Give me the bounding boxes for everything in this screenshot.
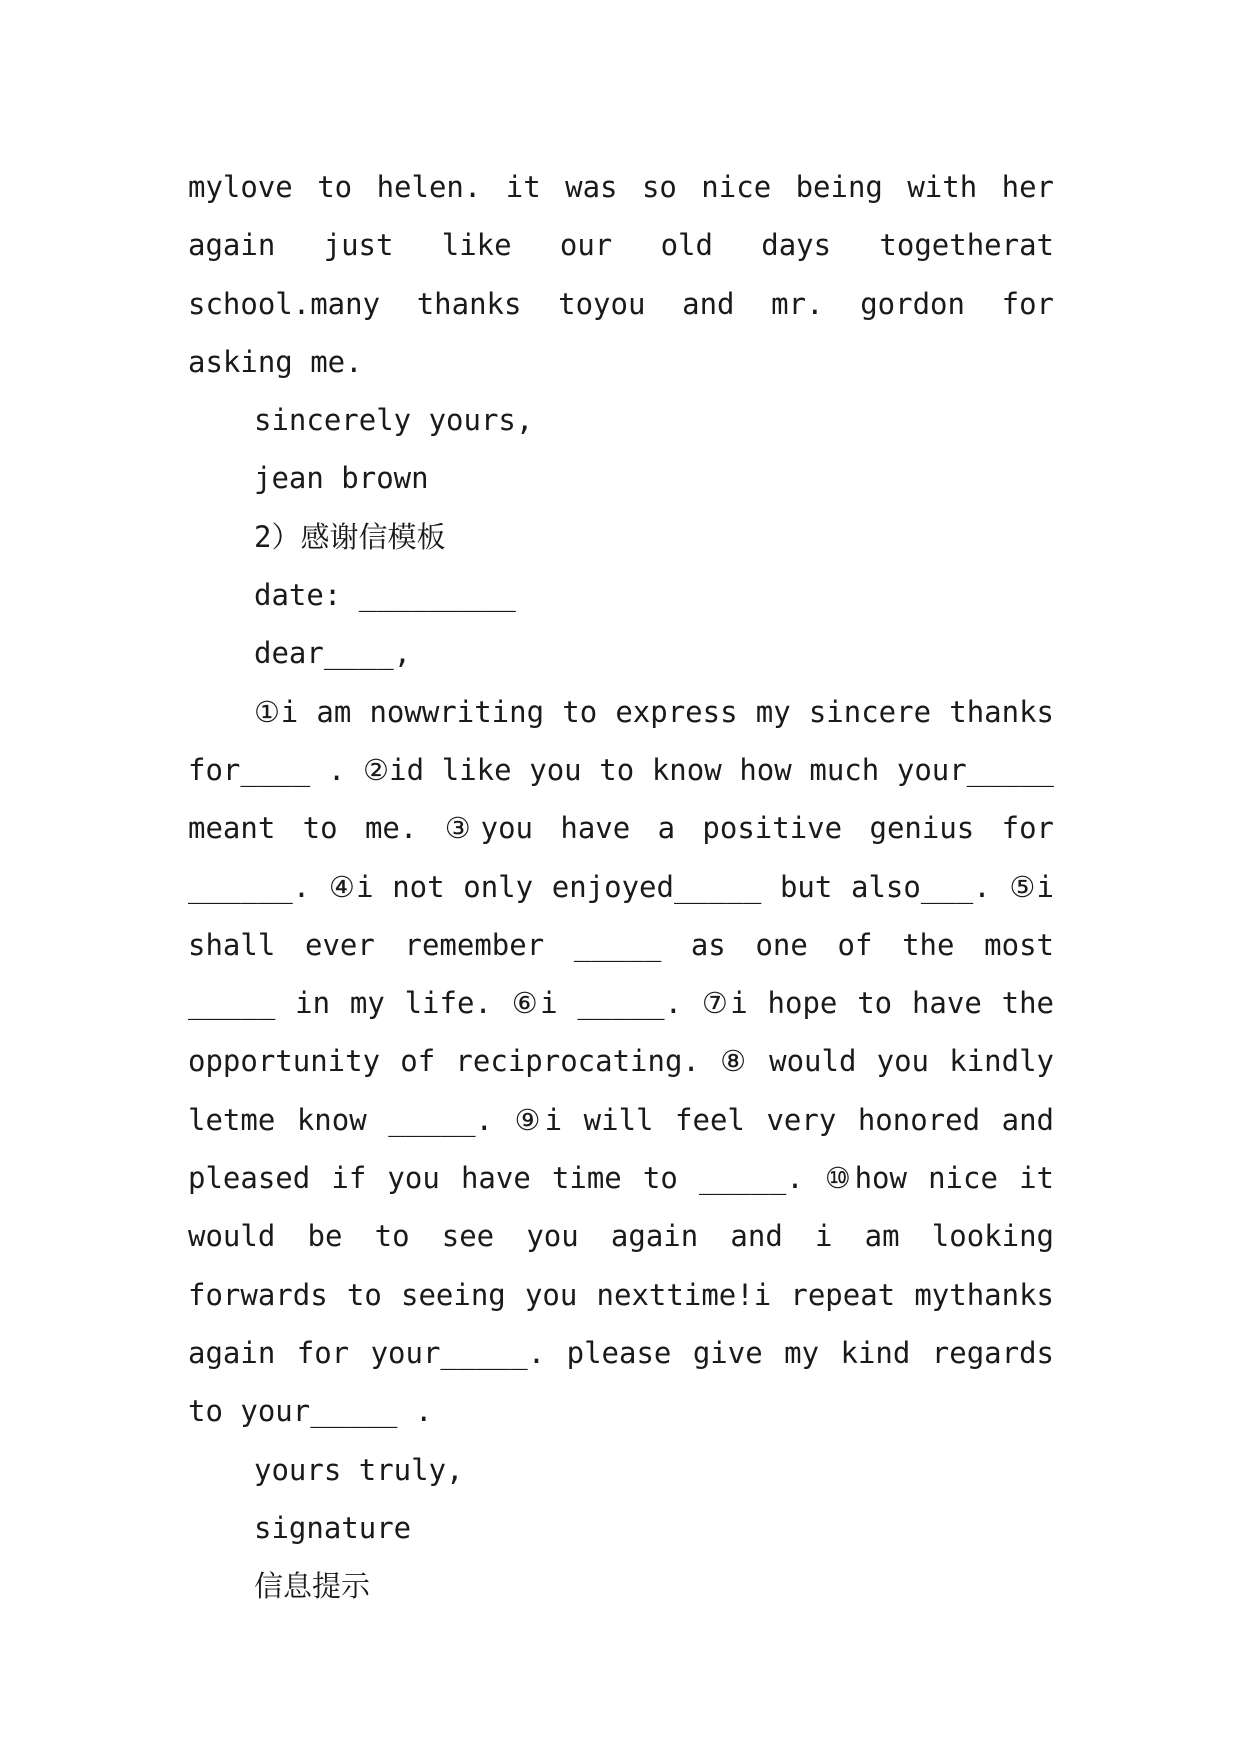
letter-signer-name: jean brown <box>254 461 429 496</box>
document-page <box>188 158 1054 1615</box>
template-heading: 2）感谢信模板 <box>254 519 446 554</box>
template-signature: signature <box>254 1510 412 1545</box>
template-salutation: dear____, <box>254 636 412 671</box>
template-signoff: yours truly, <box>254 1452 464 1487</box>
letter-signoff: sincerely yours, <box>254 403 534 438</box>
section-heading: 信息提示 <box>254 1569 371 1604</box>
template-date-line: date: _________ <box>254 578 516 613</box>
letter-closing-paragraph: mylove to helen. it was so nice being with her again just like our old days togetherat school.many thanks toyou and mr. gordon for asking me. <box>188 170 1054 379</box>
template-body: ①i am nowwriting to express my sincere thanks for____ . ②id like you to know how much your_____ meant to me. ③you have a positive genius for ______. ④i not only enjoyed_____ but also___. ⑤i shall ever remember _____ as one of the most _____ in my life. ⑥i _____. ⑦i hope to have the opportunity of reciprocating. ⑧ would you kindly letme know _____. ⑨i will feel very honored and pleased if you have time to _____. ⑩how nice it would be to see you again and i am looking forwards to seeing you nexttime!i repeat mythanks again for your_____. please give my kind regards to your_____ . <box>188 694 1054 1429</box>
